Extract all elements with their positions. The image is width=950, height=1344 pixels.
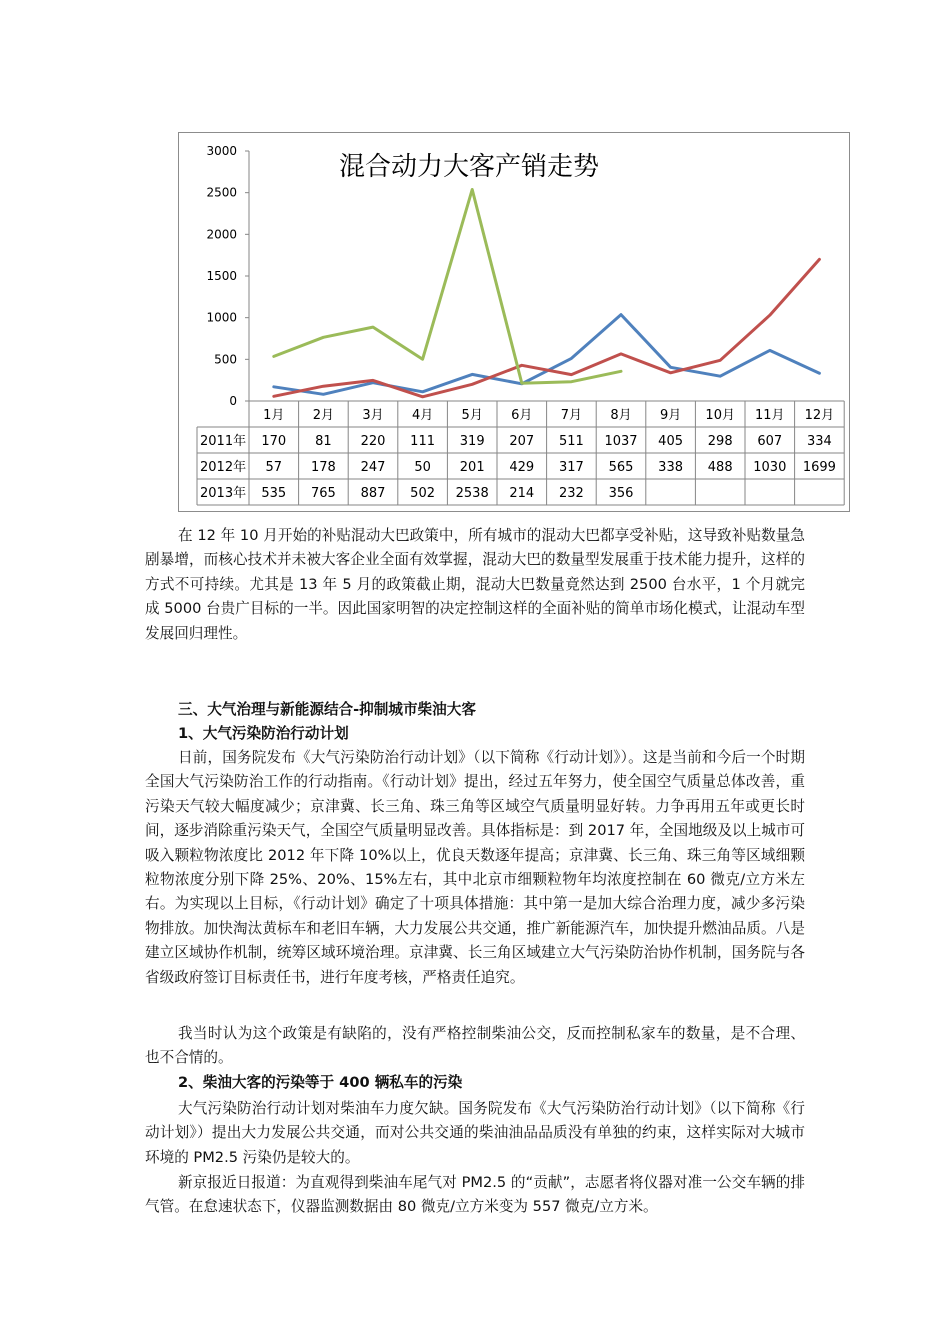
- table-value-cell: 429: [509, 460, 535, 475]
- table-value-cell: 535: [261, 486, 287, 501]
- table-value-cell: 317: [558, 460, 584, 475]
- table-value-cell: 50: [414, 460, 431, 475]
- y-tick-label: 1500: [206, 269, 237, 283]
- y-tick-label: 1000: [206, 310, 237, 325]
- y-tick-label: 2500: [206, 185, 237, 200]
- x-category-label: 11月: [755, 408, 785, 423]
- table-value-cell: 887: [360, 486, 386, 501]
- x-category-label: 4月: [411, 408, 434, 423]
- table-value-cell: 57: [265, 460, 283, 475]
- table-value-cell: 214: [509, 486, 535, 501]
- x-category-label: 9月: [659, 408, 682, 423]
- paragraph-action-plan: 日前，国务院发布《大气污染防治行动计划》（以下简称《行动计划》）。这是当前和今后一个时期全国大气污染防治工作的行动指南。《行动计划》提出，经过五年努力，使全国空气质量总体改善，重污染天气较大幅度减少；京津冀、长三角、珠三角等区域空气质量明显好转。力争再用五年或更长时间，逐步消除重污染天气，全国空气质量明显改善。具体指标是：到 2017 年，全国地级及以上城市可吸入颗粒物浓度比 2012 年下降 10%以上，优良天数逐年提高；京津冀、长三角、珠三角等区域细颗粒物浓度分别下降 25%、20%、15%左右，其中北京市细颗粒物年均浓度控制在 60 微克/立方米左右。为实现以上目标，《行动计划》确定了十项具体措施：其中第一是加大综合治理力度，减少多污染物排放。加快淘汰黄标车和老旧车辆，大力发展公共交通，推广新能源汽车，加快提升燃油品质。八是建立区域协作机制，统筹区域环境治理。京津冀、长三角区域建立大气污染防治协作机制，国务院与各省级政府签订目标责任书，进行年度考核，严格责任追究。: [145, 749, 805, 986]
- section-heading-3: 三、大气治理与新能源结合-抑制城市柴油大客: [178, 701, 476, 718]
- subheading-2: 2、柴油大客的污染等于 400 辆私车的污染: [178, 1074, 463, 1091]
- table-value-cell: 247: [360, 460, 386, 475]
- x-category-label: 3月: [362, 408, 384, 423]
- legend-series-name: 2012年: [200, 460, 247, 475]
- table-value-cell: 178: [310, 460, 336, 475]
- y-tick-label: 2000: [206, 227, 237, 242]
- legend-series-name: 2013年: [200, 486, 247, 501]
- table-value-cell: 1037: [604, 434, 638, 449]
- y-tick-label: 3000: [206, 144, 237, 158]
- table-value-cell: 111: [410, 434, 436, 449]
- paragraph-diesel: 大气污染防治行动计划对柴油车力度欠缺。国务院发布《大气污染防治行动计划》（以下简称《行动计划》）提出大力发展公共交通，而对公共交通的柴油油品品质没有单独的约束，这样实际对大城市环境的 PM2.5 污染仍是较大的。: [145, 1100, 805, 1166]
- table-value-cell: 2538: [455, 486, 489, 501]
- table-value-cell: 1699: [802, 460, 836, 475]
- table-value-cell: 511: [558, 434, 584, 449]
- x-category-label: 10月: [705, 408, 735, 423]
- series-line-2013年: [274, 190, 621, 384]
- table-value-cell: 1030: [753, 460, 787, 475]
- paragraph-opinion: 我当时认为这个政策是有缺陷的，没有严格控制柴油公交，反而控制私家车的数量，是不合理、也不合情的。: [145, 1025, 805, 1067]
- table-value-cell: 81: [315, 434, 332, 449]
- chart-title: 混合动力大客产销走势: [338, 152, 600, 182]
- table-value-cell: 334: [806, 434, 832, 449]
- x-category-label: 8月: [610, 408, 632, 423]
- table-value-cell: 405: [658, 434, 684, 449]
- table-value-cell: 502: [410, 486, 436, 501]
- table-value-cell: 565: [608, 460, 634, 475]
- legend-series-name: 2011年: [200, 434, 247, 449]
- table-value-cell: 607: [757, 434, 783, 449]
- x-category-label: 6月: [511, 408, 533, 423]
- table-value-cell: 488: [707, 460, 733, 475]
- chart-container: [178, 132, 850, 512]
- table-value-cell: 207: [509, 434, 535, 449]
- table-value-cell: 765: [310, 486, 336, 501]
- table-value-cell: 170: [261, 434, 287, 449]
- series-line-2012年: [274, 259, 820, 396]
- x-category-label: 1月: [263, 408, 285, 423]
- table-value-cell: 319: [459, 434, 485, 449]
- paragraph-subsidy: 在 12 年 10 月开始的补贴混动大巴政策中，所有城市的混动大巴都享受补贴，这导致补贴数量急剧暴增，而核心技术并未被大客企业全面有效掌握，混动大巴的数量型发展重于技术能力提升，这样的方式不可持续。尤其是 13 年 5 月的政策截止期，混动大巴数量竟然达到 2500 台水平，1 个月就完成 5000 台贵广目标的一半。因此国家明智的决定控制这样的全面补贴的简单市场化模式，让混动车型发展回归理性。: [145, 527, 805, 642]
- table-value-cell: 338: [658, 460, 684, 475]
- subheading-1: 1、大气污染防治行动计划: [178, 725, 349, 742]
- table-value-cell: 298: [707, 434, 733, 449]
- table-value-cell: 356: [608, 486, 634, 501]
- y-tick-label: 0: [229, 394, 237, 408]
- paragraph-report: 新京报近日报道：为直观得到柴油车尾气对 PM2.5 的“贡献”，志愿者将仪器对准一公交车辆的排气管。在怠速状态下，仪器监测数据由 80 微克/立方米变为 557 微克/立方米。: [145, 1174, 805, 1216]
- x-category-label: 12月: [804, 408, 835, 423]
- x-category-label: 2月: [312, 408, 335, 423]
- table-value-cell: 232: [558, 486, 584, 501]
- table-value-cell: 220: [360, 434, 386, 449]
- line-chart: [179, 133, 851, 513]
- y-tick-label: 500: [214, 352, 237, 367]
- table-value-cell: 201: [459, 460, 485, 475]
- x-category-label: 7月: [560, 408, 583, 423]
- x-category-label: 5月: [461, 408, 483, 423]
